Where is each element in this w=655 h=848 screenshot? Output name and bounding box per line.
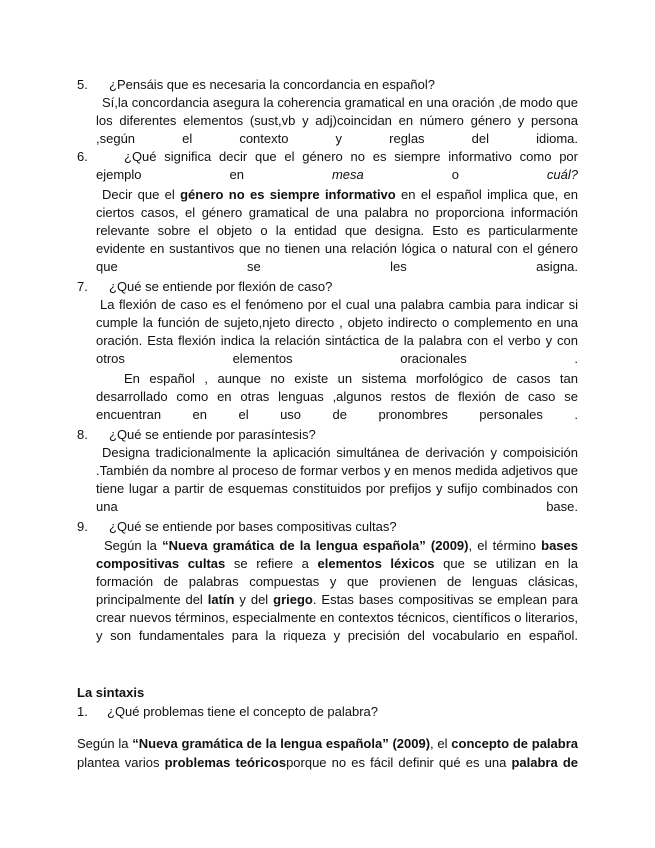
item-6-answer bbox=[96, 186, 578, 276]
item-6-example-2: cuál? bbox=[546, 167, 578, 182]
section-paragraph-bold-problems: problemas teóricos bbox=[164, 755, 287, 770]
item-9-bold-title: “Nueva gramática de la lengua española” (2009) bbox=[162, 538, 469, 553]
section-paragraph-text-4: porque no es fácil definir qué es una bbox=[286, 755, 512, 770]
item-9-text-1: Según la bbox=[104, 538, 163, 553]
item-6-answer-intro: Decir que el bbox=[102, 187, 181, 202]
item-7-answer-1: La flexión de caso es el fenómeno por el cual una palabra cambia para indicar si cumple la función de sujeto,njeto directo , objeto indirecto o complemento en una oración. Esta flexión indica la relación sintáctica de la palabra con el verbo y con otros elementos oracionales . bbox=[96, 297, 578, 366]
item-9-question: ¿Qué se entiende por bases compositivas cultas? bbox=[109, 519, 397, 534]
item-9-text-5: y del bbox=[234, 592, 274, 607]
item-5-answer: Sí,la concordancia asegura la coherencia gramatical en una oración ,de modo que los diferentes elementos (sust,vb y adj)coincidan en número género y persona ,según el contexto y reglas del idioma. bbox=[96, 95, 578, 146]
item-6-answer-body: en el español implica que, en ciertos casos, el género gramatical de una palabra no proporciona información relevante sobre el objeto o la entidad que designa. Esto es particularmente evidente en sustantivos que no tienen una relación lógica o natural con el género que se les asigna. bbox=[96, 187, 578, 274]
item-6-example-1: mesa bbox=[331, 167, 364, 182]
section-paragraph-text-2: , el bbox=[430, 736, 452, 751]
item-6-question-text: ¿Qué significa decir que el género no es siempre informativo como por ejemplo en bbox=[96, 149, 578, 182]
item-9-text-2: , el término bbox=[468, 538, 542, 553]
section-paragraph-text-1: Según la bbox=[77, 736, 133, 751]
item-9-bold-latin: latín bbox=[207, 592, 235, 607]
item-9-text-4: que se utilizan en la formación de palabras compuestas y que provienen de lenguas clásicas, principalmente del bbox=[96, 556, 578, 607]
section-paragraph-bold-concept: concepto de palabra bbox=[451, 736, 578, 751]
section-paragraph bbox=[77, 734, 578, 772]
section-item-1-number: 1. bbox=[77, 704, 88, 719]
item-9-answer bbox=[96, 537, 578, 665]
item-8-answer: Designa tradicionalmente la aplicación simultánea de derivación y compoisición .También da nombre al proceso de formar verbos y en menos medida adjetivos que tiene lugar a partir de esquemas constituidos por prefijos y sufijo combinados con una base. bbox=[96, 445, 578, 514]
item-7-question: ¿Qué se entiende por flexión de caso? bbox=[109, 279, 333, 294]
section-heading: La sintaxis bbox=[77, 685, 145, 700]
section-paragraph-bold-word: palabra de bbox=[511, 755, 578, 770]
item-9-bold-greek: griego bbox=[273, 592, 313, 607]
section-paragraph-text-3: plantea varios bbox=[77, 755, 165, 770]
item-9-text-3: se refiere a bbox=[225, 556, 318, 571]
item-6-question-connector: o bbox=[363, 167, 547, 182]
item-5-question: ¿Pensáis que es necesaria la concordancia en español? bbox=[109, 77, 435, 92]
item-8-number: 8. bbox=[77, 427, 88, 442]
item-6-number: 6. bbox=[77, 149, 88, 164]
item-5-number: 5. bbox=[77, 77, 88, 92]
item-6-answer-emphasis: género no es siempre informativo bbox=[180, 187, 396, 202]
item-9-bold-term: bases compositivas cultas bbox=[96, 538, 578, 571]
section-paragraph-bold-title: “Nueva gramática de la lengua española” (2009) bbox=[132, 736, 431, 751]
item-9-number: 9. bbox=[77, 519, 88, 534]
item-7-number: 7. bbox=[77, 279, 88, 294]
section-item-1-question: ¿Qué problemas tiene el concepto de palabra? bbox=[107, 704, 379, 719]
item-6-question bbox=[96, 148, 578, 184]
item-9-text-6: . Estas bases compositivas se emplean para crear nuevos términos, especialmente en contextos técnicos, científicos o literarios, y son fundamentales para la riqueza y precisión del vocabulario en español. bbox=[96, 592, 578, 643]
item-7-answer-2: En español , aunque no existe un sistema morfológico de casos tan desarrollado como en otras lenguas ,algunos restos de flexión de caso se encuentran en el uso de pronombres personales . bbox=[96, 371, 578, 422]
item-9-bold-lexical: elementos léxicos bbox=[317, 556, 435, 571]
item-8-question: ¿Qué se entiende por parasíntesis? bbox=[109, 427, 316, 442]
